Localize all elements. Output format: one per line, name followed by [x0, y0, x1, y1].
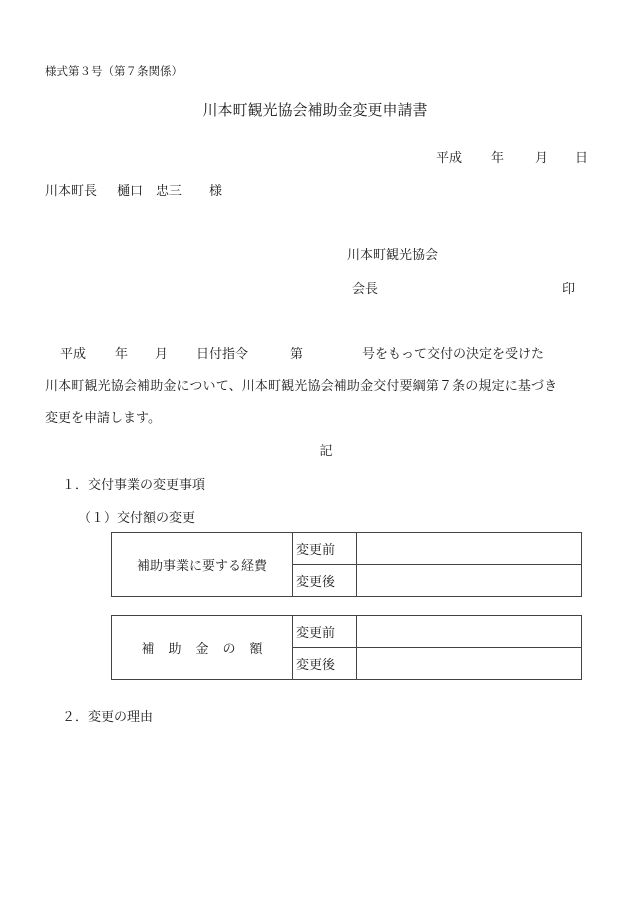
subsidy-label-char: 額	[249, 642, 263, 657]
subsidy-before-value[interactable]	[357, 616, 582, 648]
subsidy-after-label: 変更後	[293, 648, 357, 680]
body-directive-label: 日付指令	[196, 347, 249, 362]
subsidy-label-char: 補	[141, 642, 155, 657]
body-line3: 変更を申請します。	[45, 411, 161, 426]
applicant-organization: 川本町観光協会	[347, 248, 439, 263]
date-month-label: 月	[535, 151, 549, 166]
expense-label: 補助事業に要する経費	[112, 533, 293, 597]
subsidy-before-label: 変更前	[293, 616, 357, 648]
applicant-position: 会長	[352, 282, 379, 297]
section-2-heading: ２．変更の理由	[62, 710, 154, 725]
body-line1-rest: 号をもって交付の決定を受けた	[362, 347, 545, 362]
ki-heading: 記	[319, 444, 333, 459]
subsidy-label-char: 助	[168, 642, 182, 657]
body-era: 平成	[60, 347, 87, 362]
body-year-label: 年	[115, 347, 129, 362]
addressee-name: 樋口 忠三	[117, 184, 183, 199]
subsidy-label	[112, 616, 293, 680]
expense-before-value[interactable]	[357, 533, 582, 565]
section-1-heading: １．交付事業の変更事項	[62, 478, 206, 493]
addressee-honorific: 様	[209, 184, 223, 199]
subsidy-label-char: の	[222, 642, 236, 657]
seal-mark: 印	[562, 282, 576, 297]
body-line2: 川本町観光協会補助金について、川本町観光協会補助金交付要綱第７条の規定に基づき	[45, 379, 558, 394]
date-era: 平成	[436, 151, 463, 166]
subsidy-change-table	[111, 615, 582, 680]
section-1-subheading: （１）交付額の変更	[78, 511, 196, 526]
subsidy-label-char: 金	[195, 642, 209, 657]
date-year-label: 年	[491, 151, 505, 166]
body-month-label: 月	[155, 347, 169, 362]
form-number: 様式第３号（第７条関係）	[45, 64, 183, 78]
document-title: 川本町観光協会補助金変更申請書	[202, 101, 428, 119]
expense-after-value[interactable]	[357, 565, 582, 597]
expense-after-label: 変更後	[293, 565, 357, 597]
subsidy-after-value[interactable]	[357, 648, 582, 680]
body-number-prefix: 第	[290, 347, 304, 362]
expense-before-label: 変更前	[293, 533, 357, 565]
date-day-label: 日	[575, 151, 589, 166]
expense-change-table	[111, 532, 582, 597]
addressee-title: 川本町長	[45, 184, 98, 199]
